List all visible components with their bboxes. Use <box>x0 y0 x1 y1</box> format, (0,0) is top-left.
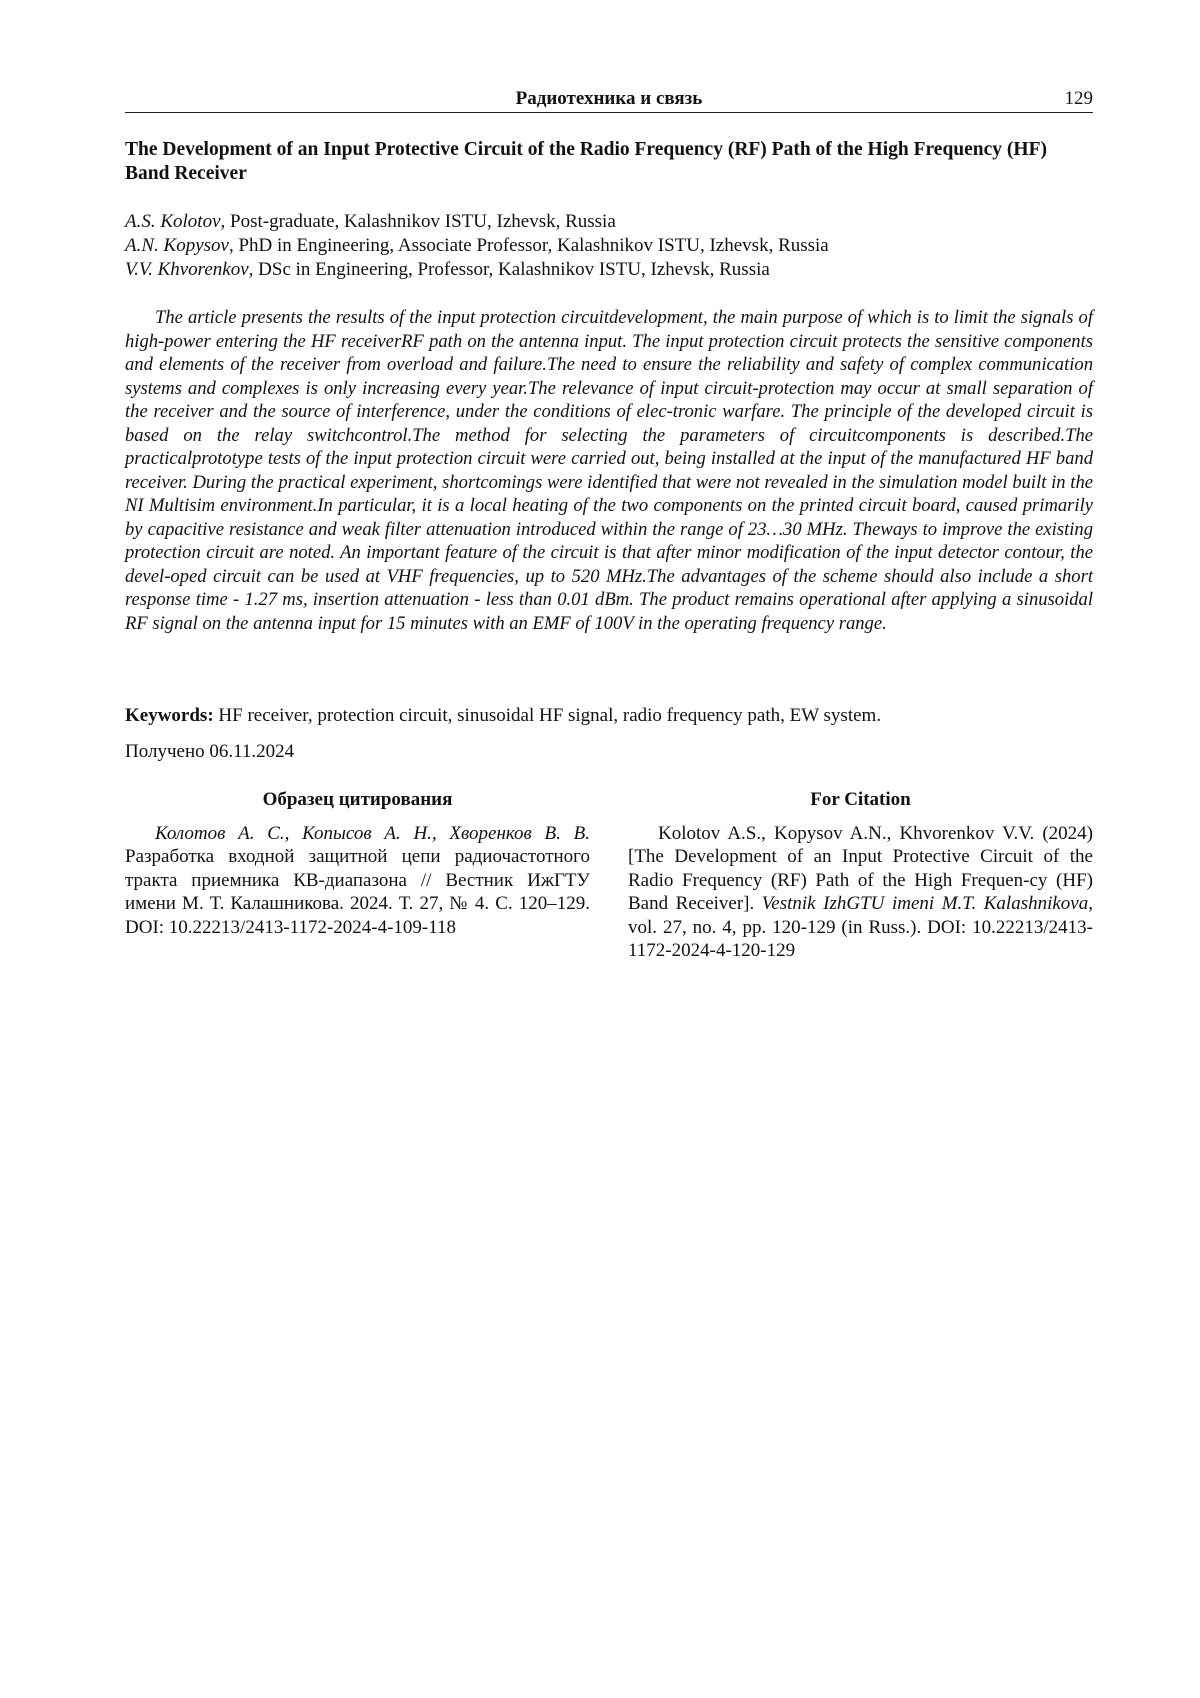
citation-en-heading: For Citation <box>810 789 911 810</box>
author-name: V.V. Khvorenkov <box>125 259 249 280</box>
citation-ru-heading: Образец цитирования <box>262 789 453 810</box>
author-affiliation: , Post-graduate, Kalashnikov ISTU, Izhevsk, Russia <box>220 211 616 232</box>
citation-en-part1: Kolotov A.S., Kopysov A.N., Khvorenkov V.V. (2024) [The Development of an Input Protective Circuit of the Radio Frequency (RF) Path of the High Frequen-cy (HF) Band Receiver]. <box>628 822 1093 914</box>
author-entry <box>125 234 1093 258</box>
citation-en-journal: Vestnik IzhGTU imeni M.T. Kalashnikova <box>761 893 1089 914</box>
citation-en <box>628 788 1093 963</box>
author-affiliation: , DSc in Engineering, Professor, Kalashnikov ISTU, Izhevsk, Russia <box>248 259 770 280</box>
received-date: Получено 06.11.2024 <box>125 741 295 762</box>
citation-en-text <box>628 822 1093 963</box>
author-affiliation: , PhD in Engineering, Associate Professor, Kalashnikov ISTU, Izhevsk, Russia <box>228 235 829 256</box>
author-name: A.N. Kopysov <box>125 235 229 256</box>
citation-ru-text <box>125 822 590 940</box>
citation-en-part2: , vol. 27, no. 4, pp. 120-129 (in Russ.). DOI: 10.22213/2413-1172-2024-4-120-129 <box>628 893 1093 961</box>
author-entry <box>125 210 1093 234</box>
keywords <box>125 704 1093 728</box>
journal-section-title: Радиотехника и связь <box>515 88 703 109</box>
keywords-label: Keywords: <box>125 705 214 726</box>
page-number: 129 <box>1064 88 1093 109</box>
author-entry <box>125 258 1093 282</box>
running-header <box>125 86 1093 113</box>
article-title: The Development of an Input Protective Circuit of the Radio Frequency (RF) Path of the High Frequency (HF) Band Receiver <box>125 139 1048 184</box>
author-list <box>125 210 1093 282</box>
citation-ru <box>125 788 590 939</box>
keywords-text: HF receiver, protection circuit, sinusoidal HF signal, radio frequency path, EW system. <box>213 705 882 726</box>
author-name: A.S. Kolotov <box>125 211 221 232</box>
abstract: The article presents the results of the input protection circuitdevelopment, the main purpose of which is to limit the signals of high-power entering the HF receiverRF path on the antenna input. The input protection circuit protects the sensitive components and elements of the receiver from overload and failure.The need to ensure the reliability and safety of complex communication systems and complexes is only increasing every year.The relevance of input circuit-protection may occur at small separation of the receiver and the source of interference, under the conditions of elec-tronic warfare. The principle of the developed circuit is based on the relay switchcontrol.The method for selecting the parameters of circuitcomponents is described.The practicalprototype tests of the input protection circuit were carried out, being installed at the input of the manufactured HF band receiver. During the practical experiment, shortcomings were identified that were not revealed in the simulation model built in the NI Multisim environment.In particular, it is a local heating of the two components on the printed circuit board, caused primarily by capacitive resistance and weak filter attenuation introduced within the range of 23…30 MHz. Theways to improve the existing protection circuit are noted. An important feature of the circuit is that after minor modification of the input detector contour, the devel-oped circuit can be used at VHF frequencies, up to 520 MHz.The advantages of the scheme should also include a short response time - 1.27 ms, insertion attenuation - less than 0.01 dBm. The product remains operational after applying a sinusoidal RF signal on the antenna input for 15 minutes with an EMF of 100V in the operating frequency range. <box>125 307 1093 634</box>
citation-ru-rest: Разработка входной защитной цепи радиочастотного тракта приемника КВ-диапазона // Вестник ИжГТУ имени М. Т. Калашникова. 2024. Т. 27, № 4. С. 120–129. DOI: 10.22213/2413-1172-2024-4-109-118 <box>125 846 590 938</box>
citation-ru-authors: Колотов А. С., Копысов А. Н., Хворенков В. В. <box>155 822 590 844</box>
